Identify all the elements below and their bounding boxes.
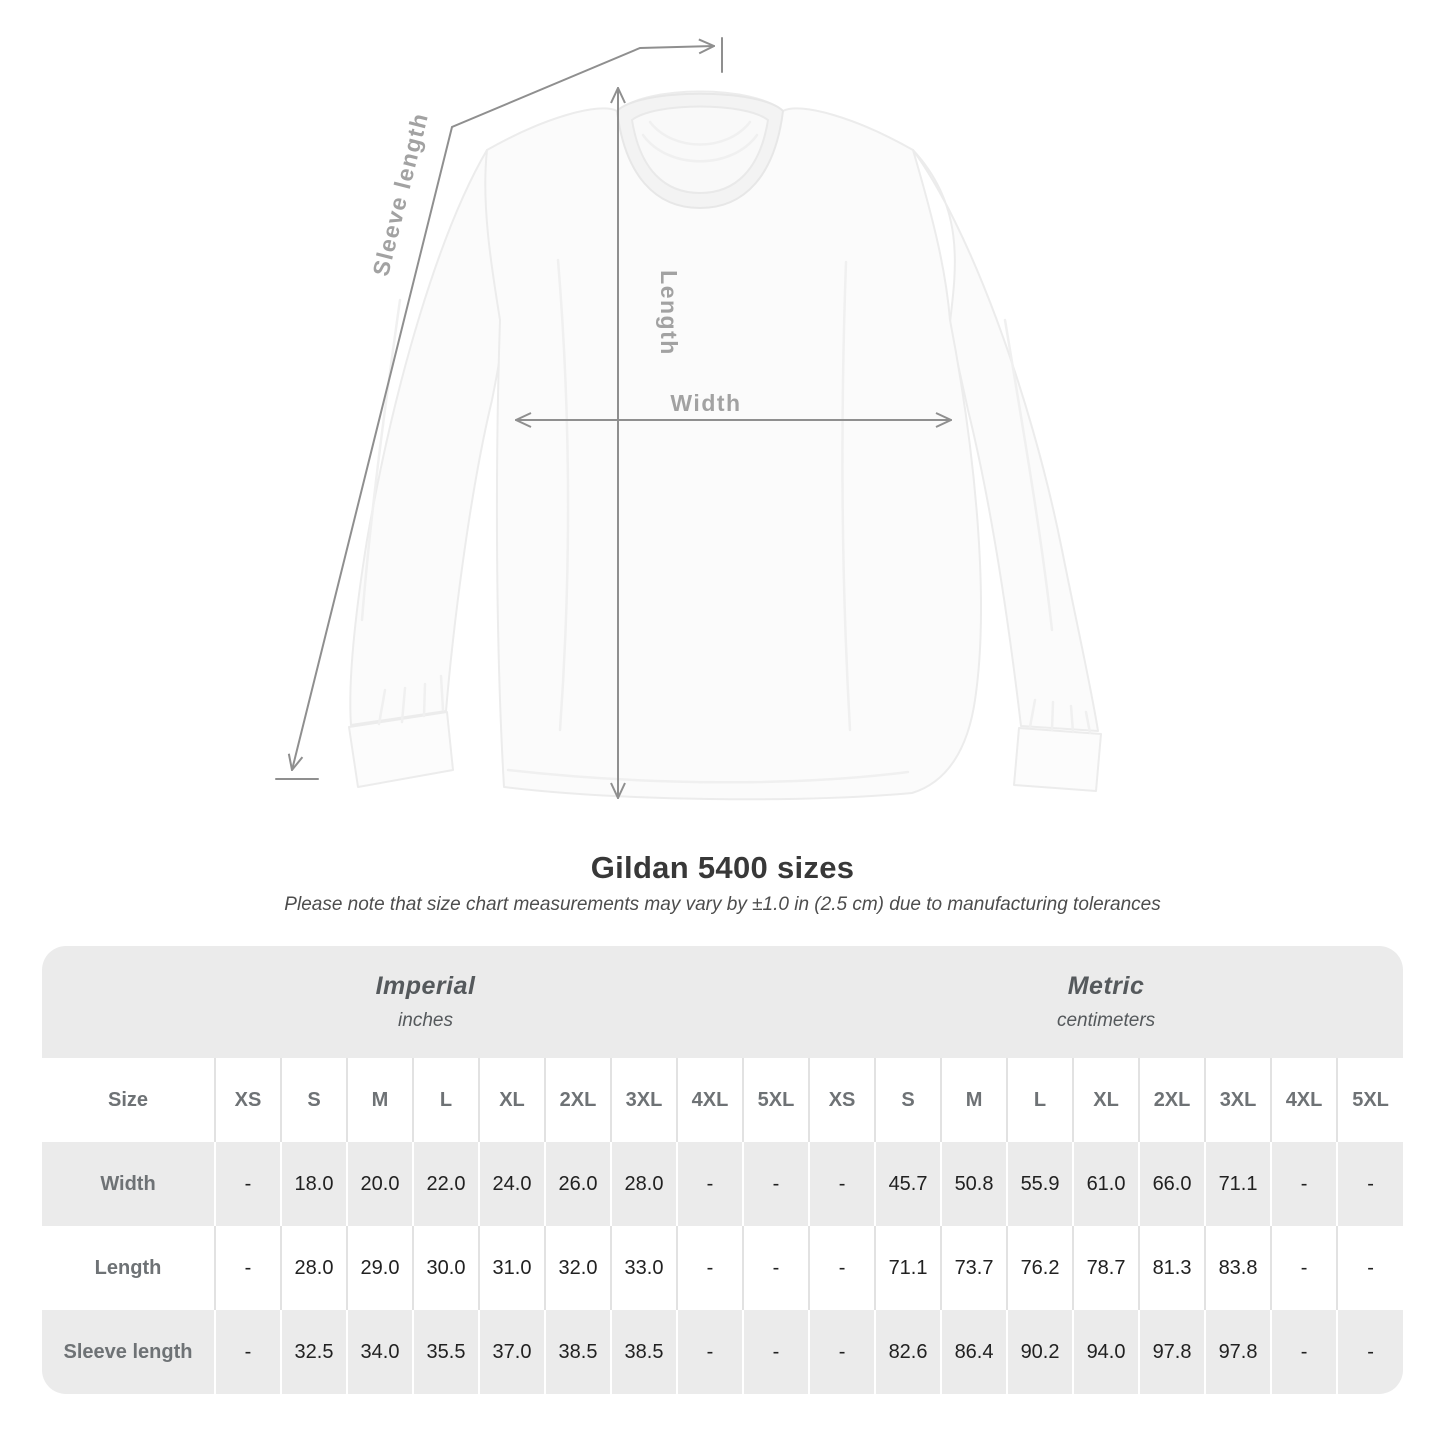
imperial-section-unit: inches	[398, 1010, 453, 1031]
value-sleeve-length-imperial-5xl: -	[743, 1310, 809, 1394]
section-header-row	[42, 946, 1403, 1058]
value-width-metric-4xl: -	[1271, 1142, 1337, 1226]
value-width-imperial-xl: 24.0	[479, 1142, 545, 1226]
value-length-metric-5xl: -	[1337, 1226, 1403, 1310]
table-row-width	[42, 1142, 1403, 1226]
size-header-metric-4xl: 4XL	[1271, 1058, 1337, 1142]
size-header-metric-2xl: 2XL	[1139, 1058, 1205, 1142]
size-header-imperial-2xl: 2XL	[545, 1058, 611, 1142]
value-width-metric-2xl: 66.0	[1139, 1142, 1205, 1226]
metric-section-unit: centimeters	[1056, 1010, 1156, 1031]
size-chart-table-container	[42, 946, 1403, 1394]
value-sleeve-length-imperial-3xl: 38.5	[611, 1310, 677, 1394]
value-width-metric-m: 50.8	[941, 1142, 1007, 1226]
row-label-length: Length	[94, 1256, 162, 1279]
size-header-metric-l: L	[1007, 1058, 1073, 1142]
size-header-imperial-xs: XS	[215, 1058, 281, 1142]
value-length-metric-3xl: 83.8	[1205, 1226, 1271, 1310]
value-width-imperial-4xl: -	[677, 1142, 743, 1226]
size-header-metric-3xl: 3XL	[1205, 1058, 1271, 1142]
value-width-metric-s: 45.7	[875, 1142, 941, 1226]
value-length-metric-xs: -	[809, 1226, 875, 1310]
value-sleeve-length-metric-l: 90.2	[1007, 1310, 1073, 1394]
value-sleeve-length-imperial-xl: 37.0	[479, 1310, 545, 1394]
value-sleeve-length-imperial-m: 34.0	[347, 1310, 413, 1394]
size-chart-table	[42, 946, 1403, 1394]
table-row-length	[42, 1226, 1403, 1310]
value-length-metric-4xl: -	[1271, 1226, 1337, 1310]
value-sleeve-length-metric-xl: 94.0	[1073, 1310, 1139, 1394]
size-header-imperial-4xl: 4XL	[677, 1058, 743, 1142]
row-label-sleeve-length: Sleeve length	[63, 1340, 193, 1363]
tolerance-note: Please note that size chart measurements may vary by ±1.0 in (2.5 cm) due to manufacturing tolerances	[284, 894, 1161, 915]
shirt-illustration	[349, 92, 1101, 800]
value-sleeve-length-metric-s: 82.6	[875, 1310, 941, 1394]
value-sleeve-length-metric-3xl: 97.8	[1205, 1310, 1271, 1394]
value-length-imperial-xs: -	[215, 1226, 281, 1310]
value-sleeve-length-metric-4xl: -	[1271, 1310, 1337, 1394]
size-table-body	[42, 1142, 1403, 1394]
value-sleeve-length-metric-m: 86.4	[941, 1310, 1007, 1394]
value-length-metric-l: 76.2	[1007, 1226, 1073, 1310]
size-header-metric-5xl: 5XL	[1337, 1058, 1403, 1142]
value-sleeve-length-metric-2xl: 97.8	[1139, 1310, 1205, 1394]
width-label: Width	[670, 390, 742, 416]
value-length-imperial-3xl: 33.0	[611, 1226, 677, 1310]
value-sleeve-length-imperial-2xl: 38.5	[545, 1310, 611, 1394]
value-length-metric-xl: 78.7	[1073, 1226, 1139, 1310]
size-header-imperial-xl: XL	[479, 1058, 545, 1142]
value-width-metric-xs: -	[809, 1142, 875, 1226]
page-title: Gildan 5400 sizes	[590, 850, 855, 885]
metric-section-title: Metric	[1067, 972, 1145, 1000]
size-header-row	[42, 1058, 1403, 1142]
value-length-imperial-5xl: -	[743, 1226, 809, 1310]
left-sleeve	[350, 150, 505, 725]
size-header-metric-xs: XS	[809, 1058, 875, 1142]
value-length-imperial-l: 30.0	[413, 1226, 479, 1310]
value-sleeve-length-imperial-l: 35.5	[413, 1310, 479, 1394]
value-width-imperial-m: 20.0	[347, 1142, 413, 1226]
value-length-imperial-s: 28.0	[281, 1226, 347, 1310]
value-width-imperial-5xl: -	[743, 1142, 809, 1226]
value-width-imperial-l: 22.0	[413, 1142, 479, 1226]
value-width-metric-xl: 61.0	[1073, 1142, 1139, 1226]
value-length-imperial-xl: 31.0	[479, 1226, 545, 1310]
value-length-metric-m: 73.7	[941, 1226, 1007, 1310]
size-header-metric-xl: XL	[1073, 1058, 1139, 1142]
value-sleeve-length-imperial-4xl: -	[677, 1310, 743, 1394]
size-header-imperial-m: M	[347, 1058, 413, 1142]
value-sleeve-length-metric-5xl: -	[1337, 1310, 1403, 1394]
value-length-metric-s: 71.1	[875, 1226, 941, 1310]
table-row-sleeve-length	[42, 1310, 1403, 1394]
value-length-metric-2xl: 81.3	[1139, 1226, 1205, 1310]
value-width-imperial-3xl: 28.0	[611, 1142, 677, 1226]
size-header-imperial-l: L	[413, 1058, 479, 1142]
value-width-metric-3xl: 71.1	[1205, 1142, 1271, 1226]
value-width-imperial-s: 18.0	[281, 1142, 347, 1226]
size-header-imperial-3xl: 3XL	[611, 1058, 677, 1142]
row-label-width: Width	[100, 1172, 156, 1195]
value-length-imperial-2xl: 32.0	[545, 1226, 611, 1310]
size-header-metric-m: M	[941, 1058, 1007, 1142]
right-cuff	[1014, 728, 1101, 791]
length-label: Length	[656, 270, 682, 356]
value-length-imperial-4xl: -	[677, 1226, 743, 1310]
imperial-section-title: Imperial	[375, 972, 476, 1000]
metric-section-header	[809, 946, 1403, 1058]
sleeve-length-label: Sleeve length	[367, 109, 434, 279]
size-header-imperial-s: S	[281, 1058, 347, 1142]
size-column-header: Size	[107, 1088, 149, 1111]
size-header-metric-s: S	[875, 1058, 941, 1142]
value-width-imperial-2xl: 26.0	[545, 1142, 611, 1226]
value-sleeve-length-imperial-xs: -	[215, 1310, 281, 1394]
size-header-imperial-5xl: 5XL	[743, 1058, 809, 1142]
value-sleeve-length-imperial-s: 32.5	[281, 1310, 347, 1394]
value-width-metric-5xl: -	[1337, 1142, 1403, 1226]
imperial-section-header	[42, 946, 809, 1058]
value-length-imperial-m: 29.0	[347, 1226, 413, 1310]
value-width-metric-l: 55.9	[1007, 1142, 1073, 1226]
value-width-imperial-xs: -	[215, 1142, 281, 1226]
value-sleeve-length-metric-xs: -	[809, 1310, 875, 1394]
